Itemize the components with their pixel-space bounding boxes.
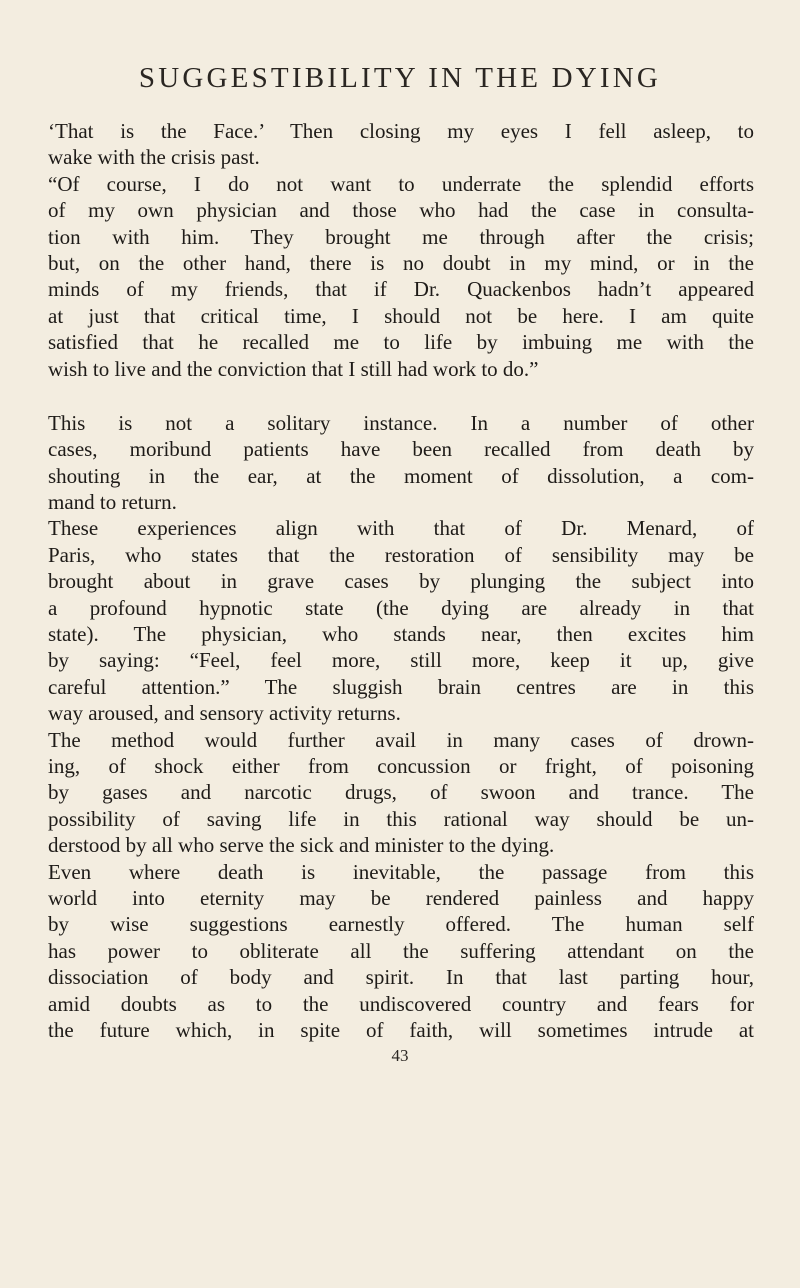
text-line: This is not a solitary instance. In a number of other <box>48 410 754 435</box>
text-line: Paris, who states that the restoration of sensibility may be <box>48 542 754 567</box>
text-line: mand to return. <box>48 490 177 515</box>
text-line: tion with him. They brought me through after the crisis; <box>48 224 754 249</box>
page-number: 43 <box>391 1046 409 1065</box>
paragraph-gap <box>48 382 754 410</box>
text-line: possibility of saving life in this rational way should be un- <box>48 806 754 831</box>
text-line: at just that critical time, I should not be here. I am quite <box>48 303 754 328</box>
text-line: the future which, in spite of faith, will sometimes intrude at <box>48 1017 754 1042</box>
text-line: shouting in the ear, at the moment of dissolution, a com- <box>48 463 754 488</box>
text-line: ing, of shock either from concussion or fright, of poisoning <box>48 753 754 778</box>
paragraph <box>48 171 754 382</box>
text-line: has power to obliterate all the suffering attendant on the <box>48 938 754 963</box>
paragraph <box>48 118 754 171</box>
text-line: by wise suggestions earnestly offered. The human self <box>48 912 754 937</box>
text-line: but, on the other hand, there is no doubt in my mind, or in the <box>48 250 754 275</box>
paragraph <box>48 727 754 859</box>
text-line: by gases and narcotic drugs, of swoon and trance. The <box>48 780 754 805</box>
body-text <box>48 118 754 1043</box>
text-line: a profound hypnotic state (the dying are already in that <box>48 595 754 620</box>
text-line: amid doubts as to the undiscovered country and fears for <box>48 991 754 1016</box>
text-line: world into eternity may be rendered painless and happy <box>48 885 754 910</box>
text-line: satisfied that he recalled me to life by imbuing me with the <box>48 330 754 355</box>
text-line: state). The physician, who stands near, then excites him <box>48 622 754 647</box>
paragraph <box>48 410 754 516</box>
text-line: cases, moribund patients have been recalled from death by <box>48 437 754 462</box>
paragraph <box>48 515 754 726</box>
text-line: ‘That is the Face.’ Then closing my eyes I fell asleep, to <box>48 119 754 143</box>
text-line: Even where death is inevitable, the passage from this <box>48 859 754 884</box>
text-line: minds of my friends, that if Dr. Quackenbos hadn’t appeared <box>48 277 754 302</box>
text-line: The method would further avail in many cases of drown- <box>48 727 754 752</box>
text-line: dissociation of body and spirit. In that last parting hour, <box>48 965 754 990</box>
text-line: brought about in grave cases by plunging the subject into <box>48 569 754 594</box>
text-line: of my own physician and those who had the case in consulta- <box>48 198 754 223</box>
text-line: wish to live and the conviction that I still had work to do.” <box>48 356 539 381</box>
text-line: by saying: “Feel, feel more, still more, keep it up, give <box>48 648 754 673</box>
text-line: “Of course, I do not want to underrate the splendid efforts <box>48 171 754 196</box>
text-line: derstood by all who serve the sick and minister to the dying. <box>48 833 555 858</box>
running-head: SUGGESTIBILITY IN THE DYING <box>138 62 662 94</box>
text-line: careful attention.” The sluggish brain centres are in this <box>48 674 754 699</box>
paragraph <box>48 859 754 1044</box>
text-line: These experiences align with that of Dr. Menard, of <box>48 516 754 541</box>
text-line: wake with the crisis past. <box>48 145 260 170</box>
text-line: way aroused, and sensory activity returns. <box>48 701 401 726</box>
